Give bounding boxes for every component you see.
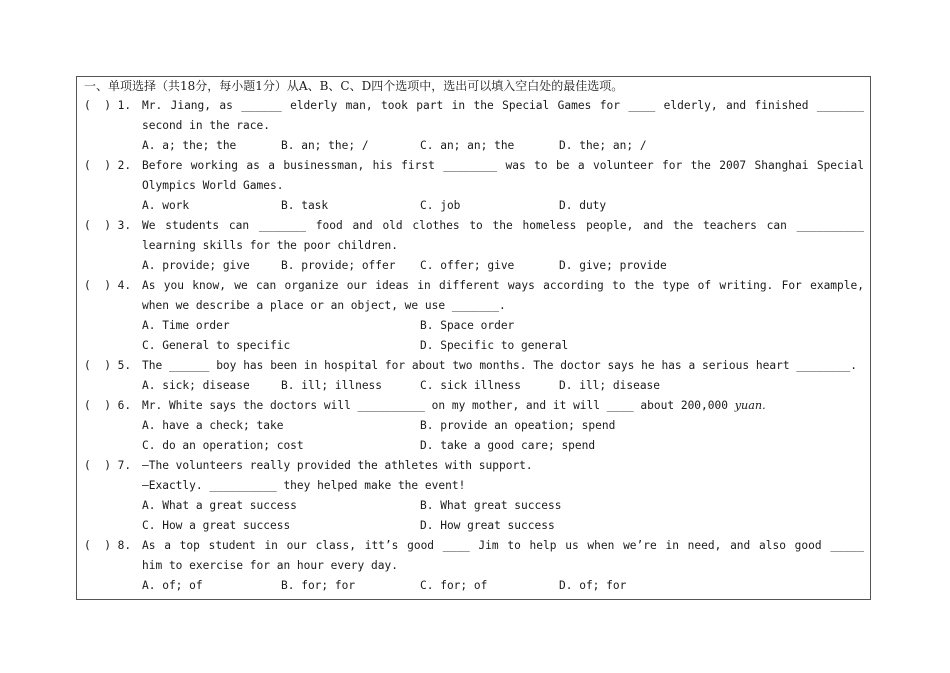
italic-word: yuan.: [734, 399, 766, 412]
option-d: D. of; for: [559, 579, 627, 592]
option-b: B. task: [281, 199, 329, 212]
option-d: D. duty: [559, 199, 607, 212]
option-b: B. Space order: [420, 319, 515, 332]
option-a: A. have a check; take: [142, 419, 284, 432]
option-a: A. provide; give: [142, 259, 250, 272]
question-number: ( ) 3.: [84, 219, 132, 232]
question-stem-line: learning skills for the poor children.: [142, 239, 398, 252]
option-b: B. ill; illness: [281, 379, 383, 392]
question-stem-line: [142, 396, 766, 416]
question-stem-line: second in the race.: [142, 119, 270, 132]
question-stem-line: Olympics World Games.: [142, 179, 284, 192]
option-d: D. give; provide: [559, 259, 667, 272]
option-d: D. Specific to general: [420, 339, 569, 352]
option-a: A. work: [142, 199, 190, 212]
question-stem-line: —The volunteers really provided the athletes with support.: [142, 459, 533, 472]
section-header: 一、单项选择（共18分，每小题1分）从A、B、C、D四个选项中，选出可以填入空白处的最佳选项。: [84, 79, 624, 93]
question-stem-line: him to exercise for an hour every day.: [142, 559, 398, 572]
option-c: C. How a great success: [142, 519, 291, 532]
option-b: B. provide; offer: [281, 259, 396, 272]
option-b: B. provide an opeation; spend: [420, 419, 616, 432]
option-a: A. a; the; the: [142, 139, 237, 152]
option-b: B. for; for: [281, 579, 356, 592]
question-number: ( ) 4.: [84, 279, 132, 292]
option-d: D. ill; disease: [559, 379, 661, 392]
question-number: ( ) 5.: [84, 359, 132, 372]
question-stem-line: As you know, we can organize our ideas in different ways according to the type of writing. For example,: [142, 279, 864, 292]
question-number: ( ) 7.: [84, 459, 132, 472]
question-number: ( ) 2.: [84, 159, 132, 172]
option-c: C. sick illness: [420, 379, 522, 392]
option-b: B. an; the; /: [281, 139, 369, 152]
option-a: A. of; of: [142, 579, 203, 592]
option-d: D. How great success: [420, 519, 555, 532]
option-a: A. sick; disease: [142, 379, 250, 392]
option-c: C. for; of: [420, 579, 488, 592]
question-stem-line: when we describe a place or an object, we use _______.: [142, 299, 506, 312]
option-c: C. an; an; the: [420, 139, 515, 152]
question-stem-line: The ______ boy has been in hospital for about two months. The doctor says he has a serious heart ________.: [142, 359, 857, 372]
question-stem-text: Mr. White says the doctors will __________ on my mother, and it will ____ about 200,000: [142, 399, 735, 412]
option-b: B. What great success: [420, 499, 562, 512]
option-c: C. General to specific: [142, 339, 291, 352]
question-stem-line: We students can _______ food and old clothes to the homeless people, and the teachers can __________: [142, 219, 864, 232]
option-d: D. the; an; /: [559, 139, 647, 152]
option-c: C. do an operation; cost: [142, 439, 304, 452]
option-d: D. take a good care; spend: [420, 439, 596, 452]
option-a: A. Time order: [142, 319, 230, 332]
option-c: C. job: [420, 199, 461, 212]
option-a: A. What a great success: [142, 499, 297, 512]
question-number: ( ) 6.: [84, 399, 132, 412]
question-stem-line: As a top student in our class, itt’s good ____ Jim to help us when we’re in need, and also good _____: [142, 539, 864, 552]
option-c: C. offer; give: [420, 259, 515, 272]
question-number: ( ) 1.: [84, 99, 132, 112]
question-stem-line: Mr. Jiang, as ______ elderly man, took part in the Special Games for ____ elderly, and finished _______: [142, 99, 864, 112]
question-number: ( ) 8.: [84, 539, 132, 552]
question-stem-line: —Exactly. __________ they helped make the event!: [142, 479, 466, 492]
question-stem-line: Before working as a businessman, his first ________ was to be a volunteer for the 2007 Shanghai Special: [142, 159, 864, 172]
